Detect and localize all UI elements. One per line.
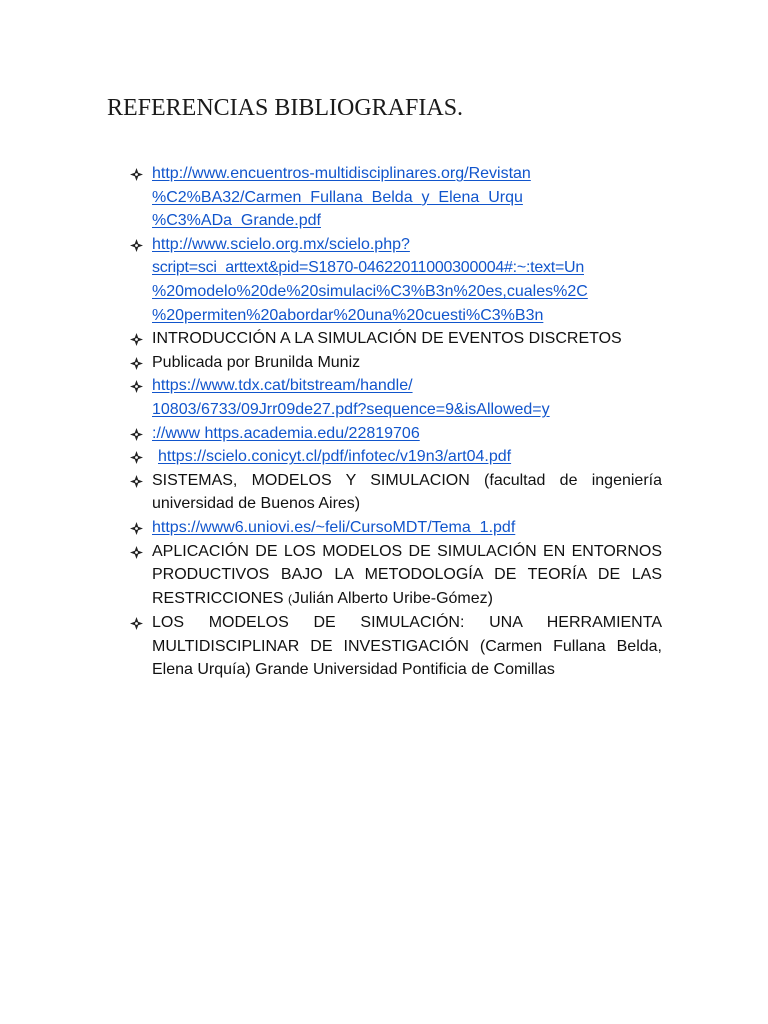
reference-link-tdx[interactable]	[152, 374, 662, 421]
diamond-bullet-icon	[130, 522, 143, 535]
reference-link-academia[interactable]: ://www https.academia.edu/22819706	[152, 424, 420, 442]
diamond-bullet-icon	[130, 333, 143, 346]
list-item	[130, 351, 662, 375]
link-text: %20permiten%20abordar%20una%20cuesti%C3%B3n	[152, 306, 544, 324]
reference-text: Publicada por Brunilda Muniz	[152, 353, 361, 371]
reference-text: LOS MODELOS DE SIMULACIÓN: UNA HERRAMIENTA MULTIDISCIPLINAR DE INVESTIGACIÓN (Carmen Fullana Belda,	[152, 614, 662, 655]
diamond-bullet-icon	[130, 357, 143, 370]
list-item	[130, 422, 662, 446]
diamond-bullet-icon	[130, 546, 143, 559]
reference-paren: (	[288, 591, 293, 606]
reference-author: Julián Alberto Uribe-Gómez)	[292, 589, 493, 607]
reference-link-scielo-mx[interactable]	[152, 233, 662, 327]
diamond-bullet-icon	[130, 617, 143, 630]
list-item	[130, 233, 662, 327]
link-text: https://www.tdx.cat/bitstream/handle/	[152, 377, 413, 395]
reference-link-uniovi[interactable]: https://www6.uniovi.es/~feli/CursoMDT/Tema_1.pdf	[152, 518, 516, 536]
diamond-bullet-icon	[130, 380, 143, 393]
reference-link-scielo-cl[interactable]: https://scielo.conicyt.cl/pdf/infotec/v19n3/art04.pdf	[158, 448, 512, 466]
list-item	[130, 516, 662, 540]
link-wrapper	[152, 448, 511, 465]
diamond-bullet-icon	[130, 451, 143, 464]
link-text: 10803/6733/09Jrr09de27.pdf?sequence=9&isAllowed=y	[152, 400, 550, 418]
reference-list	[130, 162, 662, 682]
diamond-bullet-icon	[130, 239, 143, 252]
link-text: http://www.encuentros-multidisciplinares.org/Revistan	[152, 165, 531, 182]
link-text: script=sci_arttext&pid=S1870-04622011000300004#:~:text=Un	[152, 259, 584, 277]
link-text: %C2%BA32/Carmen_Fullana_Belda_y_Elena_Urqu	[152, 188, 523, 206]
diamond-bullet-icon	[130, 168, 143, 181]
reference-text: SISTEMAS, MODELOS Y SIMULACION (facultad de ingeniería universidad de Buenos Aires)	[152, 471, 662, 513]
list-item	[130, 611, 662, 682]
list-item	[130, 327, 662, 351]
list-item	[130, 540, 662, 612]
page-title: REFERENCIAS BIBLIOGRAFIAS.	[107, 95, 464, 121]
list-item	[130, 445, 662, 469]
list-item	[130, 469, 662, 516]
reference-link-encuentros[interactable]	[152, 162, 662, 233]
reference-text: APLICACIÓN DE LOS MODELOS DE SIMULACIÓN EN ENTORNOS PRODUCTIVOS BAJO LA METODOLOGÍA DE TEORÍA DE LAS RESTRICCIONES	[152, 542, 662, 607]
link-text: %C3%ADa_Grande.pdf	[152, 212, 321, 230]
diamond-bullet-icon	[130, 475, 143, 488]
reference-text: INTRODUCCIÓN A LA SIMULACIÓN DE EVENTOS DISCRETOS	[152, 330, 622, 348]
link-text: http://www.scielo.org.mx/scielo.php?	[152, 235, 410, 253]
diamond-bullet-icon	[130, 428, 143, 441]
list-item	[130, 374, 662, 421]
reference-text: Elena Urquía) Grande Universidad Pontificia de Comillas	[152, 661, 555, 679]
link-text: %20modelo%20de%20simulaci%C3%B3n%20es,cuales%2C	[152, 282, 588, 300]
list-item	[130, 162, 662, 233]
